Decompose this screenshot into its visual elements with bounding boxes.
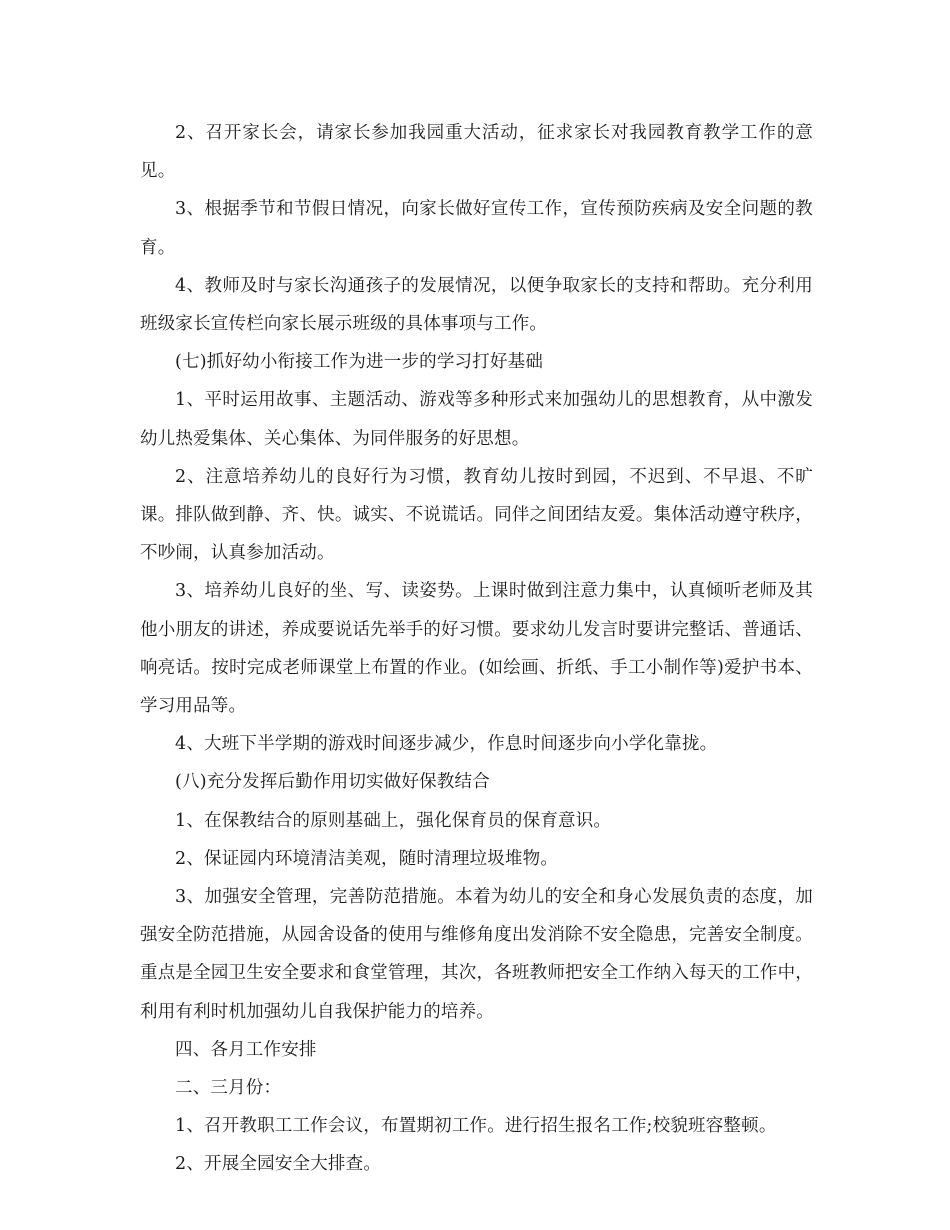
section-heading-eight: (八)充分发挥后勤作用切实做好保教结合 <box>175 772 490 793</box>
paragraph-staff-meeting: 1、召开教职工工作会议，布置期初工作。进行招生报名工作;校貌班容整顿。 <box>175 1116 777 1137</box>
paragraph-environment: 2、保证园内环境清洁美观，随时清理垃圾堆物。 <box>175 848 559 869</box>
section-heading-four: 四、各月工作安排 <box>175 1039 317 1060</box>
paragraph-care-awareness: 1、在保教结合的原则基础上，强化保育员的保育意识。 <box>175 810 612 831</box>
paragraph-moral-education: 1、平时运用故事、主题活动、游戏等多种形式来加强幼儿的思想教育，从中激发幼儿热爱集体、关心集体、为同伴服务的好思想。 <box>140 390 813 449</box>
paragraph-teacher-communication: 4、教师及时与家长沟通孩子的发展情况，以便争取家长的支持和帮助。充分利用班级家长宣传栏向家长展示班级的具体事项与工作。 <box>140 275 813 335</box>
month-heading-feb-mar: 二、三月份： <box>175 1078 282 1099</box>
paragraph-parent-meeting: 2、召开家长会，请家长参加我园重大活动，征求家长对我园教育教学工作的意见。 <box>140 123 813 182</box>
paragraph-behavior-habits: 2、注意培养幼儿的良好行为习惯，教育幼儿按时到园，不迟到、不早退、不旷课。排队做到静、齐、快。诚实、不说谎话。同伴之间团结友爱。集体活动遵守秩序，不吵闹，认真参加活动。 <box>140 466 813 564</box>
paragraph-safety-inspection: 2、开展全园安全大排查。 <box>175 1154 382 1175</box>
paragraph-seasonal-publicity: 3、根据季节和节假日情况，向家长做好宣传工作，宣传预防疾病及安全问题的教育。 <box>140 199 813 258</box>
section-heading-seven: (七)抓好幼小衔接工作为进一步的学习打好基础 <box>175 352 544 373</box>
paragraph-safety-management: 3、加强安全管理，完善防范措施。本着为幼儿的安全和身心发展负责的态度，加强安全防范措施，从园舍设备的使用与维修角度出发消除不安全隐患，完善安全制度。重点是全园卫生安全要求和食堂管理，其次，各班教师把安全工作纳入每天的工作中，利用有利时机加强幼儿自我保护能力的培养。 <box>140 887 813 1022</box>
paragraph-posture-habits: 3、培养幼儿良好的坐、写、读姿势。上课时做到注意力集中，认真倾听老师及其他小朋友的讲述，养成要说话先举手的好习惯。要求幼儿发言时要讲完整话、普通话、响亮话。按时完成老师课堂上布置的作业。(如绘画、折纸、手工小制作等)爱护书本、学习用品等。 <box>140 581 813 717</box>
paragraph-schedule-adjustment: 4、大班下半学期的游戏时间逐步减少，作息时间逐步向小学化靠拢。 <box>175 734 718 755</box>
